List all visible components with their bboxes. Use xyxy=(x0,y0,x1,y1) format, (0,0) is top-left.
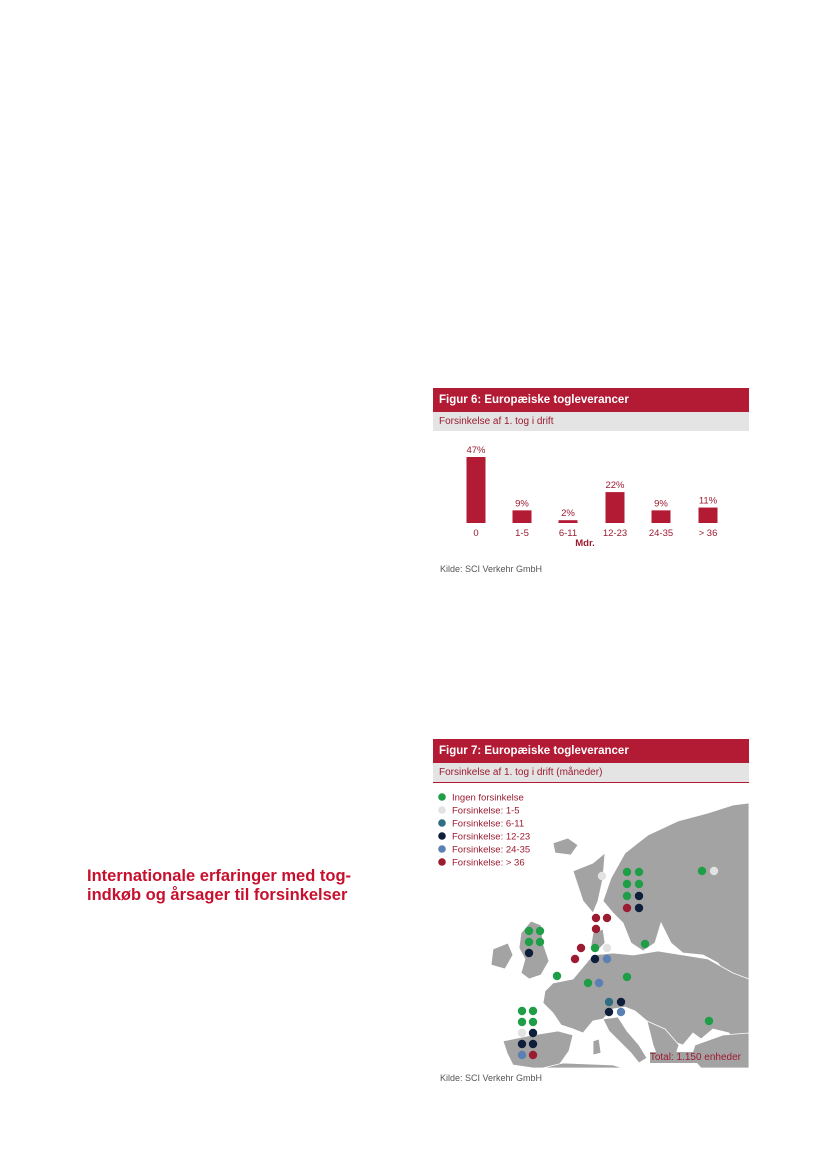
delivery-marker xyxy=(518,1051,526,1059)
delivery-marker xyxy=(623,973,631,981)
delivery-marker xyxy=(592,925,600,933)
figure-6-source: Kilde: SCI Verkehr GmbH xyxy=(440,564,543,574)
delivery-marker xyxy=(595,979,603,987)
map-total-label: Total: 1.150 enheder xyxy=(649,1052,741,1063)
delivery-marker xyxy=(518,1040,526,1048)
delivery-marker xyxy=(605,1008,613,1016)
legend-label: Forsinkelse: 6-11 xyxy=(452,818,525,830)
bar-value-label: 11% xyxy=(698,495,718,507)
bar-2 xyxy=(559,520,578,523)
figure-7-title: Figur 7: Europæiske togleverancer xyxy=(433,739,749,763)
legend-label: Forsinkelse: > 36 xyxy=(452,857,525,869)
bar-5 xyxy=(699,508,718,523)
bar-value-label: 9% xyxy=(654,498,668,510)
x-tick-label: 1-5 xyxy=(515,528,529,539)
x-tick-label: 0 xyxy=(473,528,479,539)
delivery-marker xyxy=(536,927,544,935)
delivery-marker xyxy=(623,904,631,912)
delivery-marker xyxy=(617,998,625,1006)
bar-0 xyxy=(467,457,486,523)
x-tick-label: 12-23 xyxy=(602,528,628,539)
delivery-marker xyxy=(641,940,649,948)
delivery-marker xyxy=(529,1040,537,1048)
delivery-marker xyxy=(518,1018,526,1026)
legend-marker xyxy=(438,845,446,853)
bar-4 xyxy=(652,510,671,523)
delivery-marker xyxy=(603,955,611,963)
delivery-marker xyxy=(525,938,533,946)
legend-marker xyxy=(438,806,446,814)
legend-marker xyxy=(438,793,446,801)
delivery-marker xyxy=(598,872,606,880)
bar-value-label: 2% xyxy=(561,508,575,520)
bar-value-label: 47% xyxy=(466,445,486,456)
delivery-marker xyxy=(553,972,561,980)
delivery-marker xyxy=(571,955,579,963)
x-tick-label: 24-35 xyxy=(648,528,674,539)
delivery-marker xyxy=(603,914,611,922)
figure-6-title: Figur 6: Europæiske togleverancer xyxy=(433,388,749,412)
delivery-marker xyxy=(591,955,599,963)
delivery-marker xyxy=(710,867,718,875)
delivery-marker xyxy=(592,914,600,922)
delivery-marker xyxy=(536,938,544,946)
delivery-marker xyxy=(605,998,613,1006)
bar-value-label: 9% xyxy=(515,498,529,510)
delivery-marker xyxy=(518,1007,526,1015)
delivery-marker xyxy=(603,944,611,952)
delivery-marker xyxy=(577,944,585,952)
delivery-marker xyxy=(617,1008,625,1016)
delivery-marker xyxy=(591,944,599,952)
delivery-marker xyxy=(529,1018,537,1026)
delivery-marker xyxy=(529,1051,537,1059)
delivery-marker xyxy=(635,880,643,888)
delivery-marker xyxy=(635,904,643,912)
x-axis-label: Mdr. xyxy=(575,538,595,546)
delivery-marker xyxy=(518,1029,526,1037)
delivery-marker xyxy=(698,867,706,875)
legend-label: Ingen forsinkelse xyxy=(452,792,524,804)
delivery-marker xyxy=(584,979,592,987)
bar-1 xyxy=(513,510,532,523)
delivery-marker xyxy=(635,892,643,900)
delivery-marker xyxy=(529,1029,537,1037)
delivery-marker xyxy=(623,892,631,900)
legend-label: Forsinkelse: 1-5 xyxy=(452,805,520,817)
europe-map xyxy=(433,783,749,1068)
x-tick-label: 6-11 xyxy=(558,528,578,539)
figure-7 xyxy=(433,739,749,1073)
delivery-marker xyxy=(525,949,533,957)
bar-chart xyxy=(433,431,749,546)
legend-marker xyxy=(438,832,446,840)
legend-label: Forsinkelse: 12-23 xyxy=(452,831,531,843)
delivery-marker xyxy=(525,927,533,935)
legend-marker xyxy=(438,858,446,866)
delivery-marker xyxy=(529,1007,537,1015)
figure-7-subtitle: Forsinkelse af 1. tog i drift (måneder) xyxy=(433,763,749,783)
delivery-marker xyxy=(635,868,643,876)
section-heading: Internationale erfaringer med tog-indkøb og årsager til forsinkelser xyxy=(87,867,352,904)
delivery-marker xyxy=(623,880,631,888)
x-tick-label: > 36 xyxy=(698,528,718,539)
bar-value-label: 22% xyxy=(605,480,625,492)
legend-label: Forsinkelse: 24-35 xyxy=(452,844,531,856)
figure-7-source: Kilde: SCI Verkehr GmbH xyxy=(440,1073,543,1083)
delivery-marker xyxy=(623,868,631,876)
delivery-marker xyxy=(705,1017,713,1025)
figure-6 xyxy=(433,388,749,551)
bar-3 xyxy=(606,492,625,523)
figure-6-subtitle: Forsinkelse af 1. tog i drift xyxy=(433,412,749,431)
legend-marker xyxy=(438,819,446,827)
